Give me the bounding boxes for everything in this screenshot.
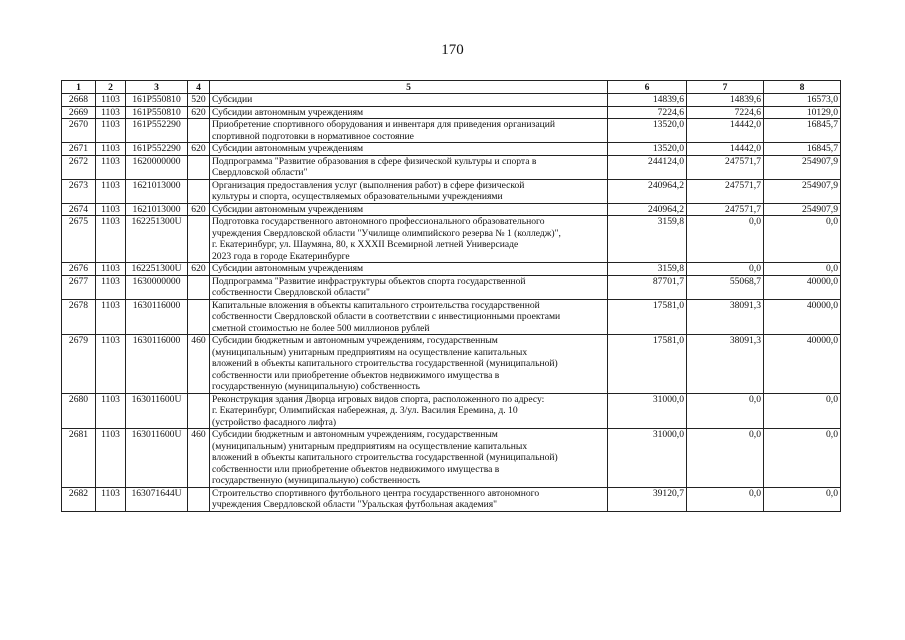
target-code-cell: 1630116000	[126, 299, 188, 335]
amount-year3-cell: 40000,0	[764, 335, 841, 394]
description-cell	[210, 487, 608, 511]
table-row	[62, 179, 841, 203]
section-code-cell: 1103	[96, 275, 126, 299]
header-col-8: 8	[764, 81, 841, 94]
description-line: вложений в объекты капитального строительства государственной (муниципальной)	[212, 452, 558, 463]
amount-year3-cell: 10129,0	[764, 106, 841, 119]
expense-type-cell	[188, 155, 210, 179]
budget-table	[61, 80, 841, 512]
amount-year3-cell: 40000,0	[764, 299, 841, 335]
row-number-cell: 2669	[62, 106, 96, 119]
description-line: Приобретение спортивного оборудования и инвентаря для приведения организаций	[212, 119, 555, 130]
amount-year1-cell: 31000,0	[608, 393, 687, 429]
amount-year3-cell: 0,0	[764, 487, 841, 511]
table-row	[62, 275, 841, 299]
description-line: (устройство фасадного лифта)	[212, 416, 337, 428]
amount-year3-cell: 16845,7	[764, 119, 841, 143]
section-code-cell: 1103	[96, 335, 126, 394]
description-cell	[210, 203, 608, 216]
section-code-cell: 1103	[96, 203, 126, 216]
section-code-cell: 1103	[96, 429, 126, 488]
description-line: Подпрограмма "Развитие образования в сфере физической культуры и спорта в	[212, 155, 537, 167]
description-cell	[210, 275, 608, 299]
header-col-5: 5	[210, 81, 608, 94]
amount-year2-cell: 55068,7	[687, 275, 764, 299]
expense-type-cell	[188, 393, 210, 429]
expense-type-cell	[188, 275, 210, 299]
description-cell	[210, 335, 608, 394]
table-row	[62, 487, 841, 511]
description-cell	[210, 299, 608, 335]
amount-year1-cell: 31000,0	[608, 429, 687, 488]
description-line: спортивной подготовки в нормативное состояние	[212, 130, 414, 142]
description-line: Субсидии автономным учреждениям	[212, 143, 364, 154]
amount-year1-cell: 244124,0	[608, 155, 687, 179]
amount-year1-cell: 17581,0	[608, 335, 687, 394]
description-line: Строительство спортивного футбольного центра государственного автономного	[212, 487, 540, 499]
amount-year2-cell: 14839,6	[687, 94, 764, 107]
amount-year2-cell: 0,0	[687, 216, 764, 263]
amount-year3-cell: 254907,9	[764, 155, 841, 179]
amount-year2-cell: 0,0	[687, 263, 764, 276]
description-line: собственности Свердловской области в соответствии с инвестиционными проектами	[212, 311, 561, 322]
expense-type-cell: 620	[188, 143, 210, 156]
description-line: государственную (муниципальную) собственность	[212, 381, 420, 392]
amount-year2-cell: 38091,3	[687, 299, 764, 335]
description-cell	[210, 216, 608, 263]
table-row	[62, 106, 841, 119]
description-line: (муниципальным) унитарным предприятиям на осуществление капитальных	[212, 346, 528, 358]
amount-year1-cell: 39120,7	[608, 487, 687, 511]
target-code-cell: 163011600U	[126, 393, 188, 429]
section-code-cell: 1103	[96, 179, 126, 203]
target-code-cell: 161P552290	[126, 143, 188, 156]
header-col-3: 3	[126, 81, 188, 94]
amount-year3-cell: 254907,9	[764, 179, 841, 203]
description-line: собственности или приобретение объектов недвижимого имущества в	[212, 369, 500, 381]
amount-year2-cell: 0,0	[687, 393, 764, 429]
description-line: вложений в объекты капитального строительства государственной (муниципальной)	[212, 358, 558, 369]
section-code-cell: 1103	[96, 487, 126, 511]
table-row	[62, 299, 841, 335]
description-line: 2023 года в городе Екатеринбурге	[212, 250, 350, 262]
amount-year3-cell: 0,0	[764, 263, 841, 276]
table-row	[62, 203, 841, 216]
row-number-cell: 2681	[62, 429, 96, 488]
page-number: 170	[441, 42, 464, 58]
description-line: Организация предоставления услуг (выполнения работ) в сфере физической	[212, 179, 525, 191]
target-code-cell: 162251300U	[126, 263, 188, 276]
description-line: Капитальные вложения в объекты капитального строительства государственной	[212, 299, 540, 311]
amount-year2-cell: 247571,7	[687, 179, 764, 203]
description-line: культуры и спорта, осуществляемых образовательными учреждениями	[212, 191, 503, 202]
section-code-cell: 1103	[96, 393, 126, 429]
description-line: государственную (муниципальную) собственность	[212, 475, 420, 486]
row-number-cell: 2672	[62, 155, 96, 179]
amount-year3-cell: 254907,9	[764, 203, 841, 216]
section-code-cell: 1103	[96, 299, 126, 335]
row-number-cell: 2680	[62, 393, 96, 429]
table-row	[62, 393, 841, 429]
description-cell	[210, 393, 608, 429]
expense-type-cell: 620	[188, 203, 210, 216]
section-code-cell: 1103	[96, 106, 126, 119]
amount-year2-cell: 0,0	[687, 429, 764, 488]
target-code-cell: 1621013000	[126, 179, 188, 203]
amount-year3-cell: 16845,7	[764, 143, 841, 156]
target-code-cell: 1621013000	[126, 203, 188, 216]
section-code-cell: 1103	[96, 143, 126, 156]
description-cell	[210, 263, 608, 276]
description-line: собственности Свердловской области"	[212, 287, 370, 298]
section-code-cell: 1103	[96, 119, 126, 143]
description-cell	[210, 94, 608, 107]
target-code-cell: 163071644U	[126, 487, 188, 511]
expense-type-cell	[188, 216, 210, 263]
expense-type-cell	[188, 487, 210, 511]
description-line: учреждения Свердловской области "Уральская футбольная академия"	[212, 499, 498, 510]
table-row	[62, 155, 841, 179]
row-number-cell: 2668	[62, 94, 96, 107]
description-line: г. Екатеринбург, ул. Шаумяна, 80, к XXXII Всемирной летней Универсиаде	[212, 239, 519, 250]
header-col-7: 7	[687, 81, 764, 94]
amount-year1-cell: 13520,0	[608, 119, 687, 143]
expense-type-cell: 460	[188, 429, 210, 488]
description-line: Подготовка государственного автономного профессионального образовательного	[212, 216, 545, 227]
table-row	[62, 335, 841, 394]
target-code-cell: 162251300U	[126, 216, 188, 263]
table-row	[62, 119, 841, 143]
target-code-cell: 161P552290	[126, 119, 188, 143]
target-code-cell: 161P550810	[126, 106, 188, 119]
row-number-cell: 2674	[62, 203, 96, 216]
section-code-cell: 1103	[96, 155, 126, 179]
table-row	[62, 94, 841, 107]
table-row	[62, 143, 841, 156]
description-line: г. Екатеринбург, Олимпийская набережная, д. 3/ул. Василия Еремина, д. 10	[212, 405, 518, 416]
description-line: Субсидии автономным учреждениям	[212, 263, 364, 274]
description-cell	[210, 155, 608, 179]
target-code-cell: 1630116000	[126, 335, 188, 394]
expense-type-cell	[188, 299, 210, 335]
amount-year2-cell: 247571,7	[687, 155, 764, 179]
target-code-cell: 1620000000	[126, 155, 188, 179]
amount-year1-cell: 240964,2	[608, 179, 687, 203]
amount-year2-cell: 38091,3	[687, 335, 764, 394]
description-line: (муниципальным) унитарным предприятиям на осуществление капитальных	[212, 440, 528, 452]
description-line: Подпрограмма "Развитие инфраструктуры объектов спорта государственной	[212, 275, 526, 287]
amount-year2-cell: 0,0	[687, 487, 764, 511]
amount-year1-cell: 17581,0	[608, 299, 687, 335]
expense-type-cell: 620	[188, 263, 210, 276]
header-col-6: 6	[608, 81, 687, 94]
amount-year1-cell: 13520,0	[608, 143, 687, 156]
table-row	[62, 263, 841, 276]
expense-type-cell	[188, 119, 210, 143]
section-code-cell: 1103	[96, 94, 126, 107]
header-col-2: 2	[96, 81, 126, 94]
row-number-cell: 2678	[62, 299, 96, 335]
description-line: Свердловской области"	[212, 167, 308, 178]
description-cell	[210, 179, 608, 203]
amount-year3-cell: 0,0	[764, 216, 841, 263]
amount-year1-cell: 7224,6	[608, 106, 687, 119]
description-line: Субсидии автономным учреждениям	[212, 203, 364, 215]
section-code-cell: 1103	[96, 216, 126, 263]
description-line: Субсидии автономным учреждениям	[212, 106, 364, 118]
table-row	[62, 216, 841, 263]
row-number-cell: 2677	[62, 275, 96, 299]
amount-year3-cell: 40000,0	[764, 275, 841, 299]
amount-year3-cell: 16573,0	[764, 94, 841, 107]
row-number-cell: 2670	[62, 119, 96, 143]
amount-year1-cell: 3159,8	[608, 216, 687, 263]
row-number-cell: 2671	[62, 143, 96, 156]
expense-type-cell: 620	[188, 106, 210, 119]
expense-type-cell: 460	[188, 335, 210, 394]
description-line: Субсидии бюджетным и автономным учреждениям, государственным	[212, 429, 498, 440]
description-line: Реконструкция здания Дворца игровых видов спорта, расположенного по адресу:	[212, 393, 545, 405]
description-line: Субсидии бюджетным и автономным учреждениям, государственным	[212, 335, 498, 346]
amount-year2-cell: 14442,0	[687, 119, 764, 143]
expense-type-cell	[188, 179, 210, 203]
row-number-cell: 2676	[62, 263, 96, 276]
amount-year3-cell: 0,0	[764, 393, 841, 429]
description-cell	[210, 143, 608, 156]
table-body	[62, 94, 841, 512]
header-col-1: 1	[62, 81, 96, 94]
description-line: Субсидии	[212, 94, 253, 105]
amount-year2-cell: 14442,0	[687, 143, 764, 156]
table-header-row	[62, 81, 841, 94]
table-row	[62, 429, 841, 488]
amount-year2-cell: 7224,6	[687, 106, 764, 119]
row-number-cell: 2679	[62, 335, 96, 394]
row-number-cell: 2682	[62, 487, 96, 511]
amount-year1-cell: 14839,6	[608, 94, 687, 107]
description-line: учреждения Свердловской области "Училище олимпийского резерва № 1 (колледж)",	[212, 227, 561, 239]
amount-year1-cell: 3159,8	[608, 263, 687, 276]
target-code-cell: 161P550810	[126, 94, 188, 107]
description-cell	[210, 106, 608, 119]
expense-type-cell: 520	[188, 94, 210, 107]
description-cell	[210, 429, 608, 488]
row-number-cell: 2675	[62, 216, 96, 263]
target-code-cell: 163011600U	[126, 429, 188, 488]
amount-year2-cell: 247571,7	[687, 203, 764, 216]
amount-year1-cell: 87701,7	[608, 275, 687, 299]
amount-year1-cell: 240964,2	[608, 203, 687, 216]
header-col-4: 4	[188, 81, 210, 94]
description-line: сметной стоимостью не более 500 миллионов рублей	[212, 322, 430, 334]
amount-year3-cell: 0,0	[764, 429, 841, 488]
section-code-cell: 1103	[96, 263, 126, 276]
row-number-cell: 2673	[62, 179, 96, 203]
description-cell	[210, 119, 608, 143]
target-code-cell: 1630000000	[126, 275, 188, 299]
description-line: собственности или приобретение объектов недвижимого имущества в	[212, 463, 500, 475]
